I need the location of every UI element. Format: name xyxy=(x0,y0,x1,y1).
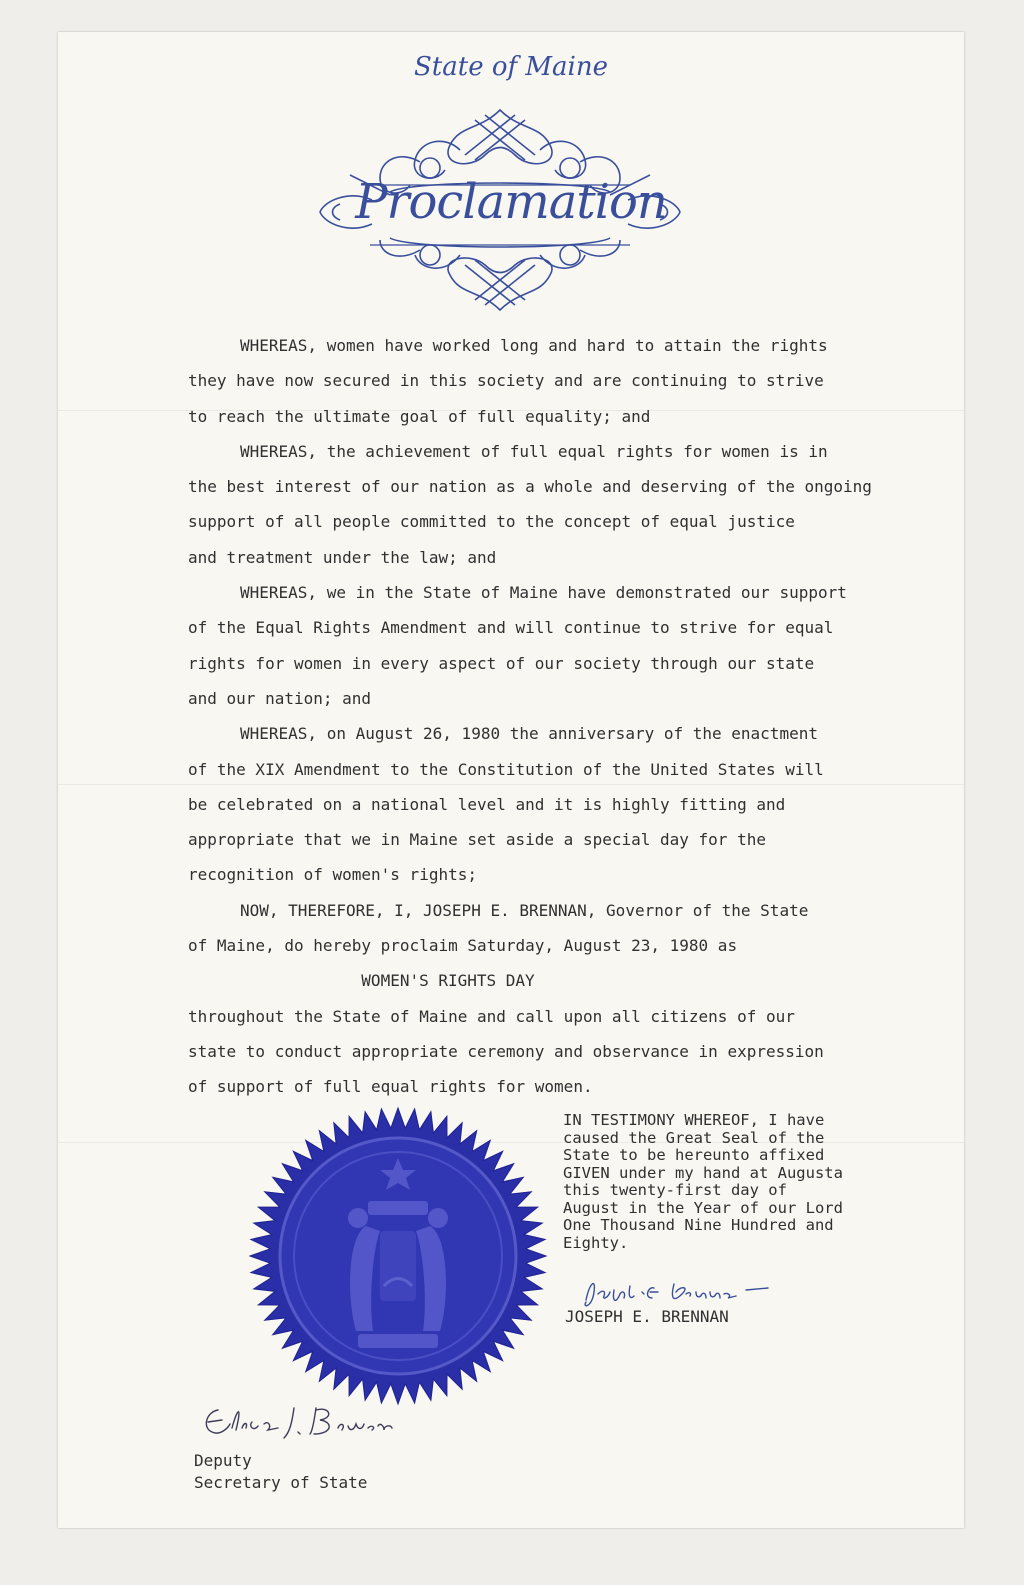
day-title: WOMEN'S RIGHTS DAY xyxy=(361,971,535,991)
therefore-paragraph: NOW, THEREFORE, I, JOSEPH E. BRENNAN, Governor of the State of Maine, do hereby proclaim Saturday, August 23, 1980 as xyxy=(188,900,809,956)
governor-signature-icon xyxy=(578,1272,778,1312)
testimony-block: IN TESTIMONY WHEREOF, I have caused the Great Seal of the State to be hereunto affixed GIVEN under my hand at Augusta this twenty-first day of August in the Year of our Lord One Thousand Nine Hundred and Eighty. xyxy=(563,1111,843,1252)
whereas-paragraph-2: WHEREAS, the achievement of full equal rights for women is in the best interest of our nation as a whole and deserving of the ongoing support of all people committed to the concept of equal justice and treatment under the law; and xyxy=(188,441,872,567)
whereas-paragraph-3: WHEREAS, we in the State of Maine have demonstrated our support of the Equal Rights Amendment and will continue to strive for equal rights for women in every aspect of our society through our state and our nation; and xyxy=(188,583,847,708)
great-seal-icon xyxy=(248,1106,548,1406)
deputy-secretary-title: Deputy Secretary of State xyxy=(194,1451,368,1492)
closing-paragraph: throughout the State of Maine and call upon all citizens of our state to conduct appropriate ceremony and observance in expression of support of full equal rights for women. xyxy=(188,1006,824,1097)
deputy-signature-icon xyxy=(198,1398,398,1448)
proclamation-sheet xyxy=(58,32,964,1528)
whereas-paragraph-1: WHEREAS, women have worked long and hard to attain the rights they have now secured in this society and are continuing to strive to reach the ultimate goal of full equality; and xyxy=(188,336,828,426)
proclamation-title: Proclamation xyxy=(355,174,667,230)
governor-name: JOSEPH E. BRENNAN xyxy=(565,1307,729,1326)
whereas-paragraph-4: WHEREAS, on August 26, 1980 the anniversary of the enactment of the XIX Amendment to the Constitution of the United States will be celebrated on a national level and it is highly fitting and appropriate that we in Maine set aside a special day for the recognition of women's rights; xyxy=(188,724,824,885)
state-of-maine-heading: State of Maine xyxy=(414,52,608,82)
proclamation-body xyxy=(188,328,958,1105)
